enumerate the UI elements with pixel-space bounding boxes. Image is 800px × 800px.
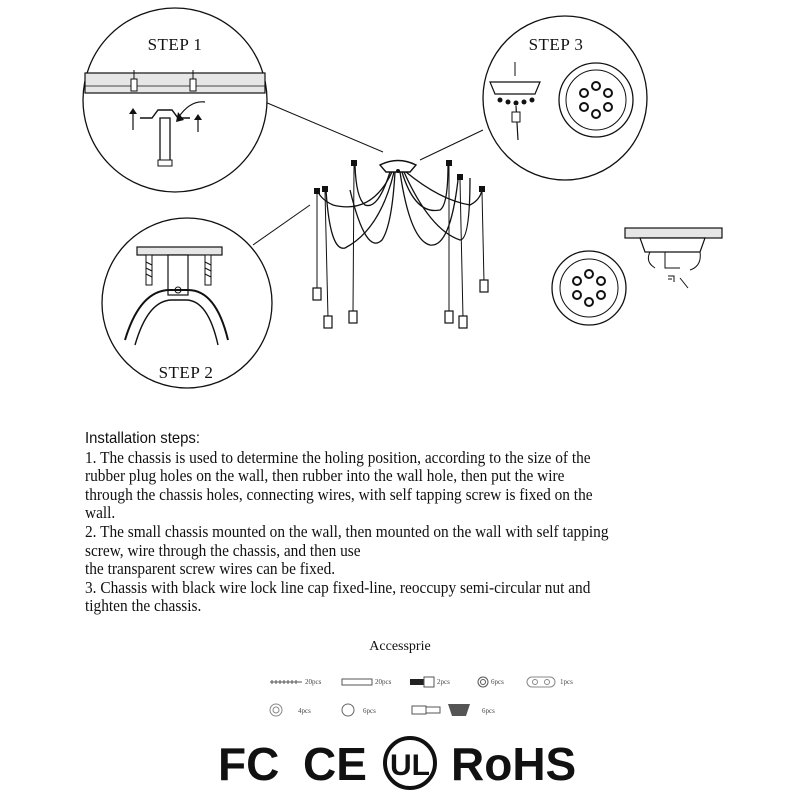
accessory-count: 6pcs	[482, 707, 495, 715]
round-nut-icon	[478, 677, 488, 687]
svg-text:RoHS: RoHS	[451, 738, 577, 790]
accessory-count: 6pcs	[491, 678, 504, 686]
step1-callout	[83, 8, 267, 192]
washer-icon	[270, 704, 282, 716]
instruction-line: rubber plug holes on the wall, then rubber into the wall hole, then put the wire	[85, 466, 565, 486]
accessory-count: 1pcs	[560, 678, 573, 686]
step2-label: STEP 2	[158, 363, 214, 382]
svg-text:CE: CE	[303, 738, 367, 790]
step3-callout	[483, 16, 647, 180]
long-screw-icon	[270, 680, 302, 684]
step3-label: STEP 3	[528, 35, 584, 54]
accessory-count: 2pcs	[437, 678, 450, 686]
instruction-line: 2. The small chassis mounted on the wall, then mounted on the wall with self tapping	[85, 521, 609, 541]
instruction-line: screw, wire through the chassis, and then use	[85, 540, 361, 560]
rohs-logo	[451, 738, 576, 790]
certification-logos	[215, 735, 595, 795]
accessories-list	[0, 668, 800, 728]
step2-callout	[102, 218, 272, 388]
lock-cap-icon	[412, 704, 470, 716]
instructions-heading: Installation steps:	[85, 430, 200, 447]
svg-text:FC: FC	[218, 738, 280, 790]
instruction-line: 3. Chassis with black wire lock line cap fixed-line, reoccupy semi-circular nut and	[85, 577, 591, 597]
accessory-count: 4pcs	[298, 707, 311, 715]
fc-logo	[218, 738, 279, 790]
ce-logo	[303, 738, 367, 790]
accessory-count: 20pcs	[305, 678, 322, 686]
canopy-mounted-illustration	[625, 228, 722, 288]
accessories-title: Accessprie	[369, 639, 431, 654]
canopy-top-view-illustration	[552, 251, 626, 325]
callout-line-step3	[420, 130, 483, 160]
chandelier-illustration	[313, 160, 488, 328]
connector-icon	[410, 677, 434, 687]
instruction-line: tighten the chassis.	[85, 596, 202, 616]
accessory-count: 6pcs	[363, 707, 376, 715]
wire-clip-icon	[527, 677, 555, 687]
installation-instructions	[85, 430, 699, 616]
callout-line-step1	[265, 102, 383, 152]
instruction-line: through the chassis holes, connecting wires, with self tapping screw is fixed on the	[85, 484, 593, 504]
instruction-line: wall.	[85, 503, 116, 523]
wall-plug-icon	[342, 679, 372, 685]
svg-text:UL: UL	[390, 749, 430, 782]
instruction-line: 1. The chassis is used to determine the holing position, according to the size of the	[85, 447, 591, 467]
callout-line-step2	[253, 205, 310, 245]
step1-label: STEP 1	[147, 35, 203, 54]
ul-logo	[385, 738, 435, 788]
accessory-count: 20pcs	[375, 678, 392, 686]
ring-icon	[342, 704, 354, 716]
instruction-line: the transparent screw wires can be fixed.	[85, 559, 336, 579]
